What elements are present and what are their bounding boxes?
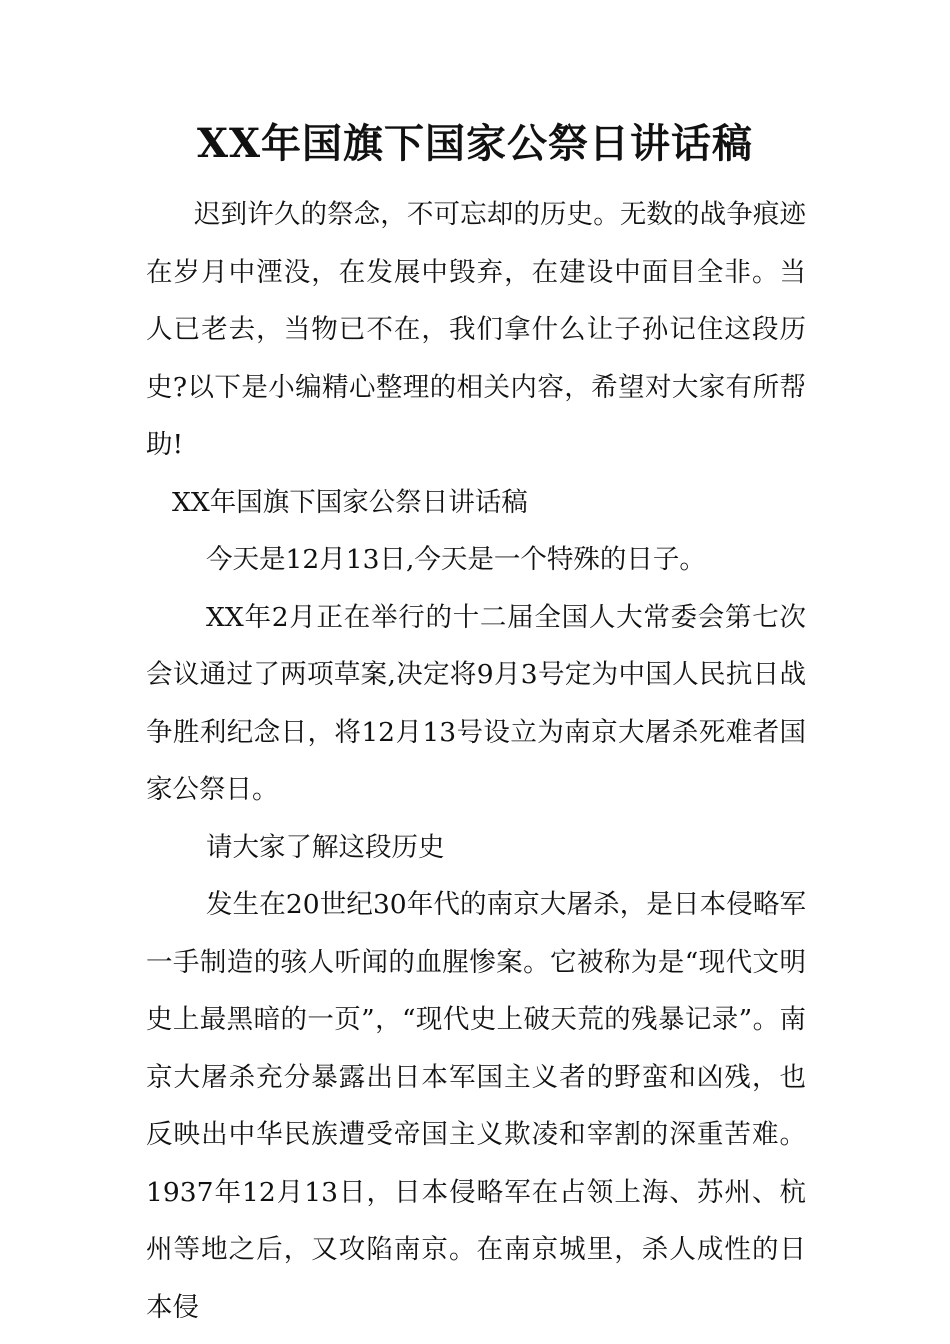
history-prompt: 请大家了解这段历史 xyxy=(206,831,445,863)
intro-paragraph: 迟到许久的祭念，不可忘却的历史。无数的战争痕迹在岁月中湮没，在发展中毁弃，在建设中面目全非。当人已老去，当物已不在，我们拿什么让子孙记住这段历史?以下是小编精心整理的相关内容，希望对大家有所帮助! xyxy=(146,199,806,460)
decision-paragraph: XX年2月正在举行的十二届全国人大常委会第七次会议通过了两项草案,决定将9月3号定为中国人民抗日战争胜利纪念日，将12月13号设立为南京大屠杀死难者国家公祭日。 xyxy=(146,601,806,805)
section-heading: XX年国旗下国家公祭日讲话稿 xyxy=(172,486,528,518)
document-body xyxy=(146,186,806,1336)
document-title: XX年国旗下国家公祭日讲话稿 xyxy=(196,120,754,167)
history-paragraph: 发生在20世纪30年代的南京大屠杀，是日本侵略军一手制造的骇人听闻的血腥惨案。它被称为是“现代文明史上最黑暗的一页”，“现代史上破天荒的残暴记录”。南京大屠杀充分暴露出日本军国主义者的野蛮和凶残，也反映出中华民族遭受帝国主义欺凌和宰割的深重苦难。1937年12月13日，日本侵略军在占领上海、苏州、杭州等地之后，又攻陷南京。在南京城里，杀人成性的日本侵 xyxy=(146,889,806,1323)
date-paragraph: 今天是12月13日,今天是一个特殊的日子。 xyxy=(206,544,706,575)
